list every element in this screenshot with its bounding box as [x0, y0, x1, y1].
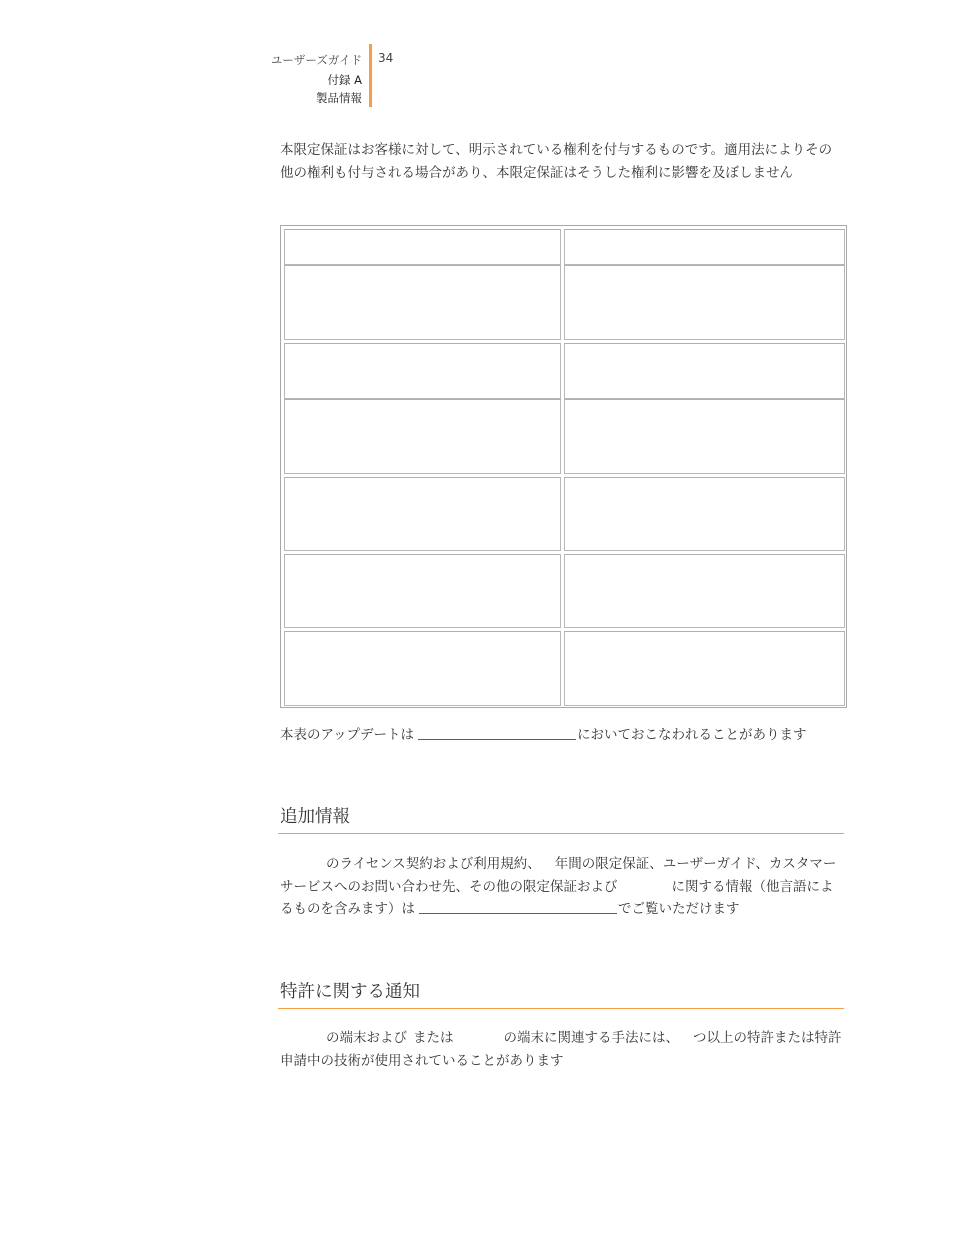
table-cell-r1-left: [284, 229, 561, 265]
patent-notice-paragraph: [280, 1027, 844, 1072]
patent-notice-seg3: の端末に関連する手法には、: [503, 1030, 679, 1046]
update-note-after: においておこなわれることがあります: [577, 727, 807, 743]
warranty-table: [280, 225, 847, 708]
patent-notice-seg2: または: [413, 1030, 454, 1046]
page-header: [230, 44, 394, 108]
table-cell-r7-right: [564, 631, 845, 706]
header-accent-bar: [369, 44, 372, 107]
table-cell-r2-right: [564, 265, 845, 340]
table-cell-r6-right: [564, 554, 845, 628]
table-cell-r4-left: [284, 399, 561, 474]
patent-notice-heading: 特許に関する通知: [280, 982, 420, 1002]
table-cell-r4-right: [564, 399, 845, 474]
table-cell-r6-left: [284, 554, 561, 628]
additional-info-seg2: 年間の限定保証、ユーザーガイド、カスタマーサービスへのお問い合わせ先、その他の限定保証および: [280, 856, 837, 895]
table-cell-r1-right: [564, 229, 845, 265]
page-number: 34: [378, 51, 394, 65]
header-labels: [271, 50, 362, 108]
update-link[interactable]: [418, 724, 576, 740]
table-cell-r5-right: [564, 477, 845, 551]
additional-info-link[interactable]: [419, 898, 617, 914]
table-cell-r7-left: [284, 631, 561, 706]
header-section-label: 製品情報: [316, 91, 362, 105]
patent-notice-seg4: つ以上の特許または特許申請中の技術が使用されていることがあります: [280, 1030, 842, 1069]
update-note-before: 本表のアップデートは: [280, 727, 415, 743]
table-update-note: [280, 724, 844, 747]
table-cell-r5-left: [284, 477, 561, 551]
additional-info-seg3: に関する情報（他言語によるものを含みます）は: [280, 878, 834, 917]
patent-notice-rule: [278, 1008, 844, 1009]
additional-info-heading: 追加情報: [280, 807, 350, 827]
warranty-rights-paragraph: 本限定保証はお客様に対して、明示されている権利を付与するものです。適用法によりその他の権利も付与される場合があり、本限定保証はそうした権利に影響を及ぼしません: [280, 142, 833, 181]
table-cell-r3-left: [284, 343, 561, 399]
additional-info-seg4: でご覧いただけます: [618, 901, 740, 917]
header-guide-label: ユーザーズガイド: [270, 53, 362, 67]
additional-info-seg1: のライセンス契約および利用規約、: [326, 856, 541, 872]
additional-info-rule: [278, 833, 844, 834]
patent-notice-seg1: の端末および: [326, 1030, 407, 1046]
header-appendix-label: 付録 A: [327, 73, 362, 87]
table-cell-r3-right: [564, 343, 845, 399]
additional-info-paragraph: [280, 853, 844, 921]
table-cell-r2-left: [284, 265, 561, 340]
